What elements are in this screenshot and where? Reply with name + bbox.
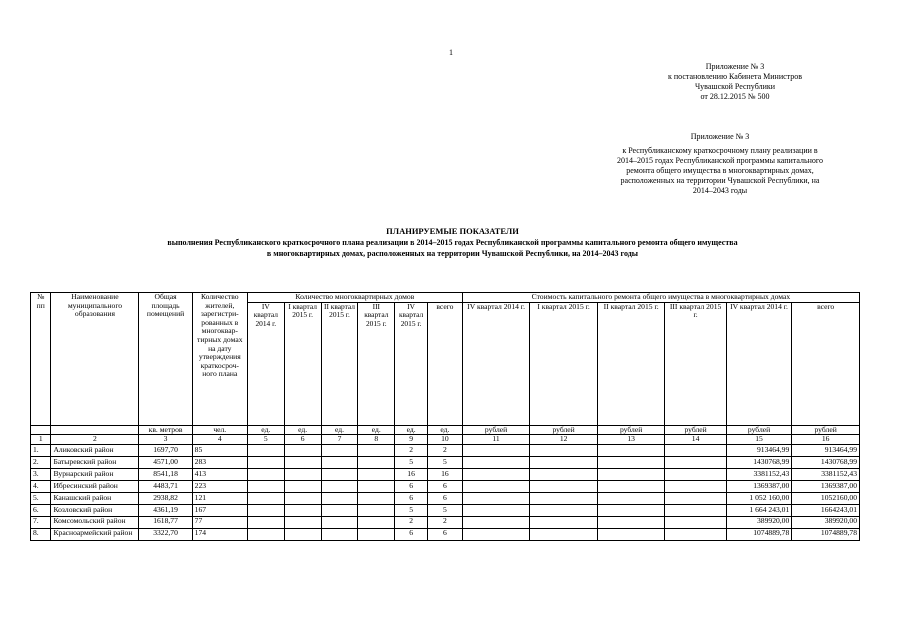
column-number: 15 [726,435,791,445]
column-number: 16 [792,435,860,445]
empty-cell [530,516,598,528]
row-houses-q4-2015: 16 [395,468,428,480]
empty-cell [530,456,598,468]
empty-cell [321,504,358,516]
column-number: 1 [31,435,51,445]
empty-cell [358,492,395,504]
row-num: 5. [31,492,51,504]
row-area: 1618,77 [139,516,192,528]
unit-cell: ед. [284,425,321,435]
row-residents: 167 [192,504,247,516]
unit-cell: рублей [792,425,860,435]
empty-cell [358,456,395,468]
row-cost-col15: 389920,00 [726,516,791,528]
unit-cell: чел. [192,425,247,435]
unit-cell: рублей [530,425,598,435]
col-header-residents: Количество жителей, зарегистри-рованных в многоквар-тирных домах на дату утверждения краткосроч-ного плана [192,293,247,426]
row-area: 2938,82 [139,492,192,504]
empty-cell [665,468,726,480]
row-num: 4. [31,480,51,492]
column-number: 4 [192,435,247,445]
empty-cell [665,516,726,528]
appendix-line: 2014–2043 годы [692,186,748,195]
empty-cell [284,516,321,528]
empty-cell [247,528,284,540]
empty-cell [597,492,665,504]
empty-cell [247,480,284,492]
row-name: Комсомольский район [51,516,139,528]
empty-cell [597,444,665,456]
empty-cell [284,480,321,492]
unit-cell: рублей [726,425,791,435]
empty-cell [462,492,530,504]
column-number: 9 [395,435,428,445]
row-num: 2. [31,456,51,468]
row-area: 4571,00 [139,456,192,468]
appendix-line: Приложение № 3 [705,62,765,71]
table-row [31,468,860,480]
row-houses-q4-2015: 2 [395,444,428,456]
row-houses-total: 5 [427,456,462,468]
empty-cell [321,456,358,468]
row-cost-total: 1369387,00 [792,480,860,492]
table-row [31,504,860,516]
unit-cell: рублей [665,425,726,435]
empty-cell [462,468,530,480]
col-header-houses-total: всего [427,302,462,425]
indicators-table [30,292,860,541]
row-cost-total: 1074889,78 [792,528,860,540]
empty-cell [597,528,665,540]
title-line: в многоквартирных домах, расположенных на территории Чувашской Республики, на 2014–2043 годы [266,249,639,258]
col-header-cost-q4-2014: IV квартал 2014 г. [462,302,530,425]
col-header-num: № пп [31,293,51,426]
col-header-cost-q4-2015: IV квартал 2014 г. [726,302,791,425]
empty-cell [462,516,530,528]
appendix-note-plan [580,132,860,196]
column-number-row [31,435,860,445]
table-row [31,456,860,468]
empty-cell [247,504,284,516]
column-number: 11 [462,435,530,445]
row-houses-q4-2015: 6 [395,528,428,540]
unit-cell: кв. метров [139,425,192,435]
row-name: Ибресинский район [51,480,139,492]
empty-cell [284,468,321,480]
row-residents: 174 [192,528,247,540]
row-cost-col15: 3381152,43 [726,468,791,480]
row-houses-q4-2015: 5 [395,504,428,516]
table-row [31,444,860,456]
empty-cell [597,480,665,492]
row-residents: 121 [192,492,247,504]
row-num: 1. [31,444,51,456]
col-header-cost-q2-2015: II квартал 2015 г. [597,302,665,425]
col-header-area: Общая площадь помещений [139,293,192,426]
title-main: ПЛАНИРУЕМЫЕ ПОКАЗАТЕЛИ [386,226,519,236]
column-number: 13 [597,435,665,445]
unit-cell: ед. [321,425,358,435]
units-row [31,425,860,435]
row-cost-col15: 1 052 160,00 [726,492,791,504]
unit-cell: рублей [462,425,530,435]
row-cost-total: 1052160,00 [792,492,860,504]
empty-cell [665,492,726,504]
row-cost-col15: 1074889,78 [726,528,791,540]
col-header-cost-total: всего [792,302,860,425]
empty-cell [530,468,598,480]
column-number: 5 [247,435,284,445]
column-number: 8 [358,435,395,445]
empty-cell [358,504,395,516]
appendix-line: Приложение № 3 [690,132,750,141]
col-header-houses-q4-2015: IV квартал 2015 г. [395,302,428,425]
row-residents: 283 [192,456,247,468]
empty-cell [597,504,665,516]
empty-cell [530,528,598,540]
empty-cell [247,468,284,480]
row-num: 7. [31,516,51,528]
row-houses-q4-2015: 2 [395,516,428,528]
row-cost-col15: 1369387,00 [726,480,791,492]
empty-cell [284,504,321,516]
row-cost-total: 1430768,99 [792,456,860,468]
table-row [31,480,860,492]
page-number: 1 [449,48,453,57]
unit-cell: ед. [358,425,395,435]
empty-cell [284,456,321,468]
unit-cell: ед. [427,425,462,435]
unit-cell: ед. [247,425,284,435]
row-name: Красноармейский район [51,528,139,540]
empty-cell [247,444,284,456]
empty-cell [597,468,665,480]
document-title [30,226,875,259]
row-area: 1697,70 [139,444,192,456]
row-houses-q4-2015: 6 [395,480,428,492]
row-cost-col15: 1430768,99 [726,456,791,468]
col-header-houses-q1-2015: I квартал 2015 г. [284,302,321,425]
empty-cell [665,444,726,456]
empty-cell [462,480,530,492]
empty-cell [358,444,395,456]
col-header-houses-q3-2015: III квартал 2015 г. [358,302,395,425]
empty-cell [597,456,665,468]
empty-cell [530,480,598,492]
col-header-cost-q3-2015: III квартал 2015 г. [665,302,726,425]
row-cost-total: 1664243,01 [792,504,860,516]
appendix-line: Чувашской Республики [694,82,776,91]
empty-cell [358,468,395,480]
row-num: 6. [31,504,51,516]
appendix-line: к постановлению Кабинета Министров [667,72,803,81]
empty-cell [530,492,598,504]
row-houses-q4-2015: 6 [395,492,428,504]
empty-cell [665,504,726,516]
table-row [31,516,860,528]
row-num: 3. [31,468,51,480]
appendix-line: ремонта общего имущества в многоквартирных домах, [626,166,814,175]
empty-cell [247,492,284,504]
empty-cell [284,444,321,456]
row-name: Батыревский район [51,456,139,468]
row-name: Канашский район [51,492,139,504]
row-houses-total: 2 [427,444,462,456]
row-area: 3322,70 [139,528,192,540]
empty-cell [462,456,530,468]
table-row [31,492,860,504]
empty-cell [321,492,358,504]
row-name: Козловский район [51,504,139,516]
row-houses-q4-2015: 5 [395,456,428,468]
row-cost-col15: 913464,99 [726,444,791,456]
empty-cell [358,528,395,540]
row-cost-total: 389920,00 [792,516,860,528]
empty-cell [530,444,598,456]
row-houses-total: 6 [427,480,462,492]
column-number: 10 [427,435,462,445]
empty-cell [321,468,358,480]
col-group-cost: Стоимость капитального ремонта общего имущества в многоквартирных домах [462,293,859,303]
row-residents: 77 [192,516,247,528]
empty-cell [247,456,284,468]
appendix-line: расположенных на территории Чувашской Республики, на [620,176,820,185]
row-area: 8541,18 [139,468,192,480]
row-houses-total: 16 [427,468,462,480]
row-residents: 413 [192,468,247,480]
empty-cell [462,444,530,456]
row-houses-total: 5 [427,504,462,516]
header-row-1 [31,293,860,303]
appendix-note-decree [600,62,870,102]
row-cost-total: 913464,99 [792,444,860,456]
empty-cell [597,516,665,528]
appendix-line: 2014–2015 годах Республиканской программы капитального [617,156,823,165]
appendix-line: к Республиканскому краткосрочному плану реализации в [622,146,818,155]
row-area: 4483,71 [139,480,192,492]
col-header-houses-q4-2014: IV квартал 2014 г. [247,302,284,425]
row-residents: 223 [192,480,247,492]
col-header-houses-q2-2015: II квартал 2015 г. [321,302,358,425]
row-name: Вурнарский район [51,468,139,480]
appendix-line: от 28.12.2015 № 500 [700,92,770,101]
title-line: выполнения Республиканского краткосрочного плана реализации в 2014–2015 годах Республиканской программы капитального ремонта общего имущества [167,238,738,247]
empty-cell [665,480,726,492]
empty-cell [247,516,284,528]
unit-cell: ед. [395,425,428,435]
row-houses-total: 2 [427,516,462,528]
empty-cell [321,480,358,492]
row-name: Аликовский район [51,444,139,456]
empty-cell [665,528,726,540]
row-cost-col15: 1 664 243,01 [726,504,791,516]
col-header-name: Наименование муниципального образования [51,293,139,426]
unit-cell [31,425,51,435]
empty-cell [358,480,395,492]
column-number: 7 [321,435,358,445]
row-area: 4361,19 [139,504,192,516]
empty-cell [284,492,321,504]
empty-cell [665,456,726,468]
column-number: 6 [284,435,321,445]
empty-cell [321,528,358,540]
col-header-cost-q1-2015: I квартал 2015 г. [530,302,598,425]
empty-cell [284,528,321,540]
row-cost-total: 3381152,43 [792,468,860,480]
table-row [31,528,860,540]
empty-cell [462,528,530,540]
column-number: 12 [530,435,598,445]
row-houses-total: 6 [427,492,462,504]
empty-cell [358,516,395,528]
column-number: 2 [51,435,139,445]
row-houses-total: 6 [427,528,462,540]
column-number: 3 [139,435,192,445]
row-num: 8. [31,528,51,540]
empty-cell [321,516,358,528]
row-residents: 85 [192,444,247,456]
unit-cell: рублей [597,425,665,435]
empty-cell [462,504,530,516]
unit-cell [51,425,139,435]
col-group-houses: Количество многоквартирных домов [247,293,462,303]
empty-cell [321,444,358,456]
column-number: 14 [665,435,726,445]
empty-cell [530,504,598,516]
